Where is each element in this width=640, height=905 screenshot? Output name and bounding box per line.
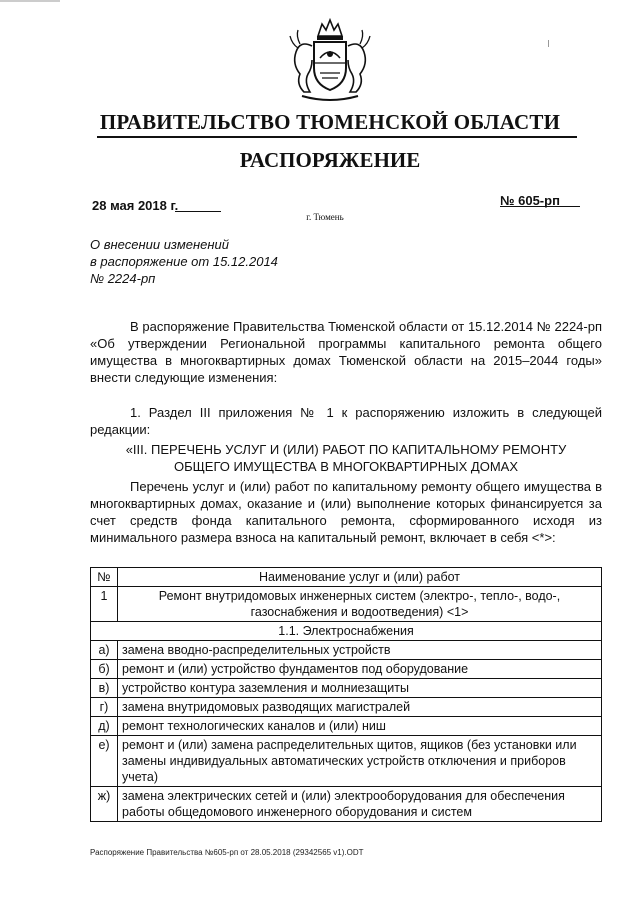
table-cell-number: б) bbox=[91, 660, 118, 679]
table-row bbox=[91, 587, 602, 622]
table-row bbox=[91, 736, 602, 787]
table-header-cell: Наименование услуг и (или) работ bbox=[118, 568, 602, 587]
table-row bbox=[91, 679, 602, 698]
table-cell-text: замена электрических сетей и (или) электрооборудования для обеспечения работы общедомового инженерного оборудования и систем bbox=[118, 787, 602, 822]
body-paragraph: 1. Раздел III приложения № 1 к распоряжению изложить в следующей редакции: bbox=[90, 405, 602, 437]
body-paragraph: В распоряжение Правительства Тюменской области от 15.12.2014 № 2224-рп «Об утверждении Региональной программы капитального ремонта общего имущества в многоквартирных домах Тюменской области на 2015–2044 годы» внести следующие изменения: bbox=[90, 319, 602, 385]
table-cell-text: замена вводно-распределительных устройств bbox=[118, 641, 602, 660]
section-heading-line: «III. ПЕРЕЧЕНЬ УСЛУГ И (ИЛИ) РАБОТ ПО КАПИТАЛЬНОМУ РЕМОНТУ bbox=[125, 442, 567, 457]
document-date: 28 мая 2018 г. bbox=[92, 198, 179, 213]
table-cell-number: 1 bbox=[91, 587, 118, 622]
date-underline bbox=[175, 211, 221, 212]
works-table bbox=[90, 567, 602, 822]
table-cell-number: д) bbox=[91, 717, 118, 736]
table-cell-text: ремонт и (или) устройство фундаментов под оборудование bbox=[118, 660, 602, 679]
subject-line: № 2224-рп bbox=[90, 271, 156, 286]
body-paragraph: Перечень услуг и (или) работ по капитальному ремонту общего имущества в многоквартирных домах, оказание и (или) выполнение которых финансируется за счет средств фонда капитального ремонта, сформированного исходя из минимального размера взноса на капитальный ремонт, включает в себя <*>: bbox=[90, 479, 602, 545]
title-rule bbox=[97, 136, 577, 138]
table-row bbox=[91, 622, 602, 641]
government-title: ПРАВИТЕЛЬСТВО ТЮМЕНСКОЙ ОБЛАСТИ bbox=[99, 110, 561, 134]
coat-of-arms-emblem bbox=[282, 18, 378, 104]
number-underline bbox=[500, 206, 580, 207]
table-header-row bbox=[91, 568, 602, 587]
table-cell-text: Ремонт внутридомовых инженерных систем (электро-, тепло-, водо-, газоснабжения и водоотведения) <1> bbox=[118, 587, 602, 622]
table-cell-number: в) bbox=[91, 679, 118, 698]
table-cell-text: ремонт технологических каналов и (или) ниш bbox=[118, 717, 602, 736]
table-row bbox=[91, 717, 602, 736]
document-subject bbox=[90, 236, 278, 287]
footer-filename: Распоряжение Правительства №605-рп от 28.05.2018 (29342565 v1).ODT bbox=[90, 848, 364, 857]
document-type: РАСПОРЯЖЕНИЕ bbox=[239, 148, 421, 172]
table-row bbox=[91, 787, 602, 822]
table-row bbox=[91, 641, 602, 660]
table-header-cell: № bbox=[91, 568, 118, 587]
table-cell-text: устройство контура заземления и молниезащиты bbox=[118, 679, 602, 698]
city: г. Тюмень bbox=[306, 212, 344, 222]
scan-mark bbox=[548, 40, 549, 47]
table-cell-text: ремонт и (или) замена распределительных щитов, ящиков (без установки или замены индивидуальных автоматических устройств отключения и приборов учета) bbox=[118, 736, 602, 787]
table-cell-number: ж) bbox=[91, 787, 118, 822]
document-number: № 605-рп bbox=[500, 193, 560, 208]
section-heading-line: ОБЩЕГО ИМУЩЕСТВА В МНОГОКВАРТИРНЫХ ДОМАХ bbox=[173, 459, 519, 474]
table-cell-text: замена внутридомовых разводящих магистралей bbox=[118, 698, 602, 717]
section-heading bbox=[90, 441, 602, 475]
subject-line: О внесении изменений bbox=[90, 237, 229, 252]
table-cell-number: г) bbox=[91, 698, 118, 717]
subject-line: в распоряжение от 15.12.2014 bbox=[90, 254, 278, 269]
table-row bbox=[91, 660, 602, 679]
table-subsection: 1.1. Электроснабжения bbox=[91, 622, 602, 641]
table-row bbox=[91, 698, 602, 717]
scan-mark bbox=[0, 0, 60, 2]
table-cell-number: е) bbox=[91, 736, 118, 787]
table-cell-number: а) bbox=[91, 641, 118, 660]
